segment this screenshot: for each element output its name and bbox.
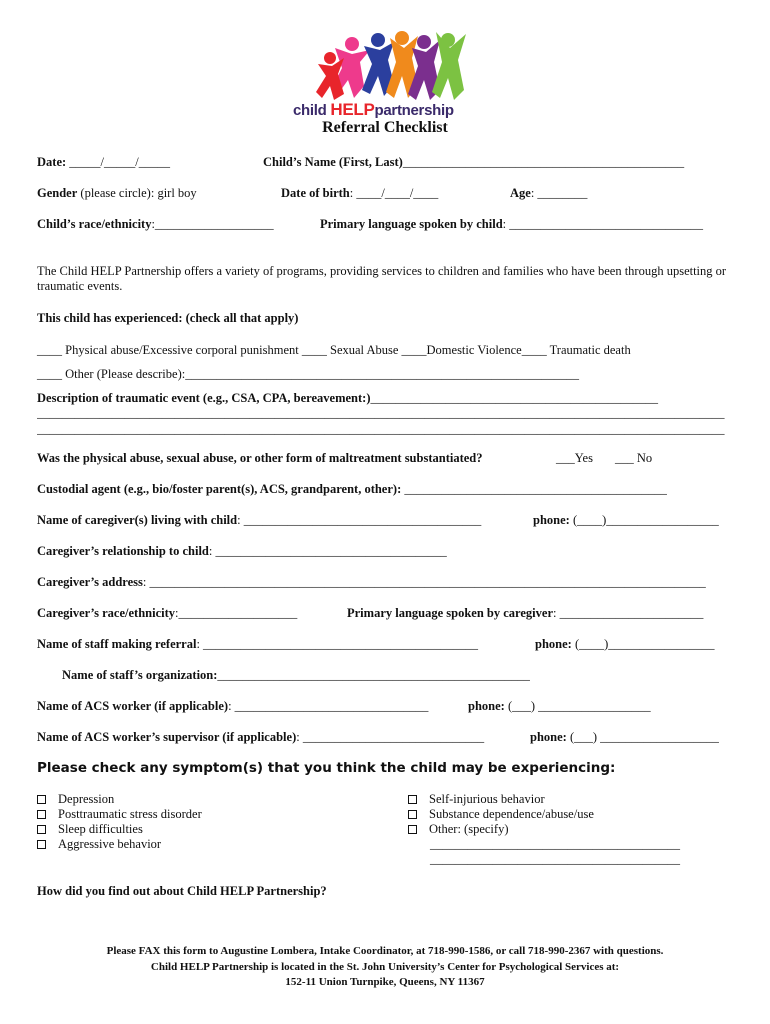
find-out-question: How did you find out about Child HELP Partnership? [37,884,327,898]
caregiver-phone-blank[interactable]: (____)__________________ [572,513,719,527]
description-label: Description of traumatic event (e.g., CSA, CPA, bereavement:) [37,391,371,405]
footer-fax-line: Please FAX this form to Augustine Lombera, Intake Coordinator, at 718-990-1586, or call 718-990-2367 with questions. [106,945,664,957]
gender-field[interactable] [37,186,197,201]
substantiated-no[interactable]: ___ No [615,451,653,465]
acs-worker-field[interactable] [37,699,428,714]
caregiver-language-field[interactable] [347,606,703,621]
symptom-item[interactable]: Self-injurious behavior [408,792,680,807]
custodial-agent-label: Custodial agent (e.g., bio/foster parent(s), ACS, grandparent, other): [37,482,405,496]
acs-worker-blank[interactable]: : _______________________________ [228,699,429,713]
page-title: Referral Checklist [322,119,448,136]
child-name-blank[interactable]: _____________________________________________ [402,155,685,169]
caregiver-phone-label: phone: [533,513,573,527]
description-blank-3[interactable]: ______________________________________________________________________________________________________________ [37,422,725,436]
caregiver-race-blank[interactable]: :___________________ [175,606,298,620]
symptoms-right-list [408,792,680,867]
symptom-item[interactable]: Posttraumatic stress disorder [37,807,202,822]
staff-organization-field[interactable] [62,668,530,683]
child-race-label: Child’s race/ethnicity [37,217,152,231]
caregiver-relationship-blank[interactable]: : _____________________________________ [208,544,447,558]
experienced-other-row[interactable]: ____ Other (Please describe):_______________________________________________________________ [37,367,579,381]
symptom-item[interactable]: Other: (specify) [408,822,680,837]
footer [0,944,770,991]
logo-word-child: child [293,102,331,119]
substantiated-label: Was the physical abuse, sexual abuse, or other form of maltreatment substantiated? [37,451,483,465]
acs-worker-phone-field[interactable] [468,699,651,714]
dob-label: Date of birth [281,186,350,200]
acs-worker-phone-label: phone: [468,699,505,713]
acs-supervisor-label: Name of ACS worker’s supervisor (if applicable) [37,730,297,744]
custodial-agent-field[interactable] [37,482,667,497]
caregiver-phone-field[interactable] [533,513,719,528]
staff-name-label: Name of staff making referral [37,637,197,651]
caregiver-language-blank[interactable]: : _______________________ [553,606,704,620]
caregiver-address-label: Caregiver’s address [37,575,143,589]
caregiver-relationship-field[interactable] [37,544,447,559]
date-field[interactable] [37,155,170,170]
caregiver-name-label: Name of caregiver(s) living with child [37,513,238,527]
child-name-label: Child’s Name (First, Last) [263,155,403,169]
caregiver-name-blank[interactable]: : ______________________________________ [237,513,482,527]
acs-supervisor-phone-blank[interactable]: (___) ___________________ [566,730,719,744]
symptoms-heading: Please check any symptom(s) that you think the child may be experiencing: [37,760,616,776]
age-blank[interactable]: : ________ [530,186,588,200]
checkbox-icon[interactable] [37,795,46,804]
footer-address-line: 152-11 Union Turnpike, Queens, NY 11367 [285,976,485,988]
description-blank-2[interactable]: ______________________________________________________________________________________________________________ [37,406,725,420]
caregiver-name-field[interactable] [37,513,481,528]
symptom-other-blank-1[interactable]: ________________________________________ [430,837,680,851]
logo-word-help: HELP [330,100,375,119]
acs-supervisor-phone-label: phone: [530,730,567,744]
symptoms-left-list [37,792,202,852]
experienced-heading: This child has experienced: (check all that apply) [37,311,299,325]
caregiver-address-field[interactable] [37,575,706,590]
checkbox-icon[interactable] [37,825,46,834]
child-name-field[interactable] [263,155,684,170]
gender-label: Gender [37,186,78,200]
caregiver-address-blank[interactable]: : _________________________________________________________________________________________ [142,575,706,589]
checkbox-icon[interactable] [37,840,46,849]
logo-word-partnership: partnership [374,102,454,119]
age-label: Age [510,186,531,200]
date-label: Date: [37,155,67,169]
logo-wordmark [293,100,454,120]
symptom-other-blank-2[interactable]: ________________________________________ [430,852,680,866]
child-race-blank[interactable]: :___________________ [151,217,274,231]
description-field[interactable] [37,391,658,406]
staff-name-field[interactable] [37,637,478,652]
caregiver-language-label: Primary language spoken by caregiver [347,606,553,620]
substantiated-yes[interactable]: ___Yes [556,451,593,465]
intro-paragraph: The Child HELP Partnership offers a variety of programs, providing services to children and families who have been through upsetting or traumatic events. [37,264,727,293]
staff-organization-label: Name of staff’s organization: [62,668,218,682]
symptom-item[interactable]: Substance dependence/abuse/use [408,807,680,822]
age-field[interactable] [510,186,587,201]
checkbox-icon[interactable] [408,825,417,834]
child-language-blank[interactable]: : _______________________________ [502,217,704,231]
checkbox-icon[interactable] [37,810,46,819]
acs-worker-label: Name of ACS worker (if applicable) [37,699,229,713]
child-language-label: Primary language spoken by child [320,217,503,231]
checkbox-icon[interactable] [408,810,417,819]
description-blank-1[interactable]: ______________________________________________ [370,391,658,405]
staff-name-blank[interactable]: : ____________________________________________ [196,637,479,651]
date-blank[interactable]: _____/_____/_____ [66,155,170,169]
acs-worker-phone-blank[interactable]: (___) __________________ [504,699,651,713]
child-language-field[interactable] [320,217,703,232]
caregiver-race-label: Caregiver’s race/ethnicity [37,606,176,620]
staff-phone-field[interactable] [535,637,715,652]
dob-field[interactable] [281,186,438,201]
staff-organization-blank[interactable]: __________________________________________________ [217,668,530,682]
acs-supervisor-field[interactable] [37,730,484,745]
symptom-item[interactable]: Depression [37,792,202,807]
experienced-options-row1[interactable]: ____ Physical abuse/Excessive corporal punishment ____ Sexual Abuse ____Domestic Violence____ Traumatic death [37,343,631,357]
child-race-field[interactable] [37,217,274,232]
custodial-agent-blank[interactable]: __________________________________________ [404,482,667,496]
footer-location-line: Child HELP Partnership is located in the St. John University’s Center for Psychological Services at: [150,960,620,973]
acs-supervisor-phone-field[interactable] [530,730,719,745]
dob-blank[interactable]: : ____/____/____ [349,186,439,200]
staff-phone-blank[interactable]: (____)_________________ [574,637,715,651]
gender-options[interactable]: (please circle): girl boy [77,186,197,200]
symptom-item[interactable]: Sleep difficulties [37,822,202,837]
staff-phone-label: phone: [535,637,575,651]
caregiver-relationship-label: Caregiver’s relationship to child [37,544,209,558]
symptom-item[interactable]: Aggressive behavior [37,837,202,852]
checkbox-icon[interactable] [408,795,417,804]
caregiver-race-field[interactable] [37,606,297,621]
acs-supervisor-blank[interactable]: : _____________________________ [296,730,485,744]
